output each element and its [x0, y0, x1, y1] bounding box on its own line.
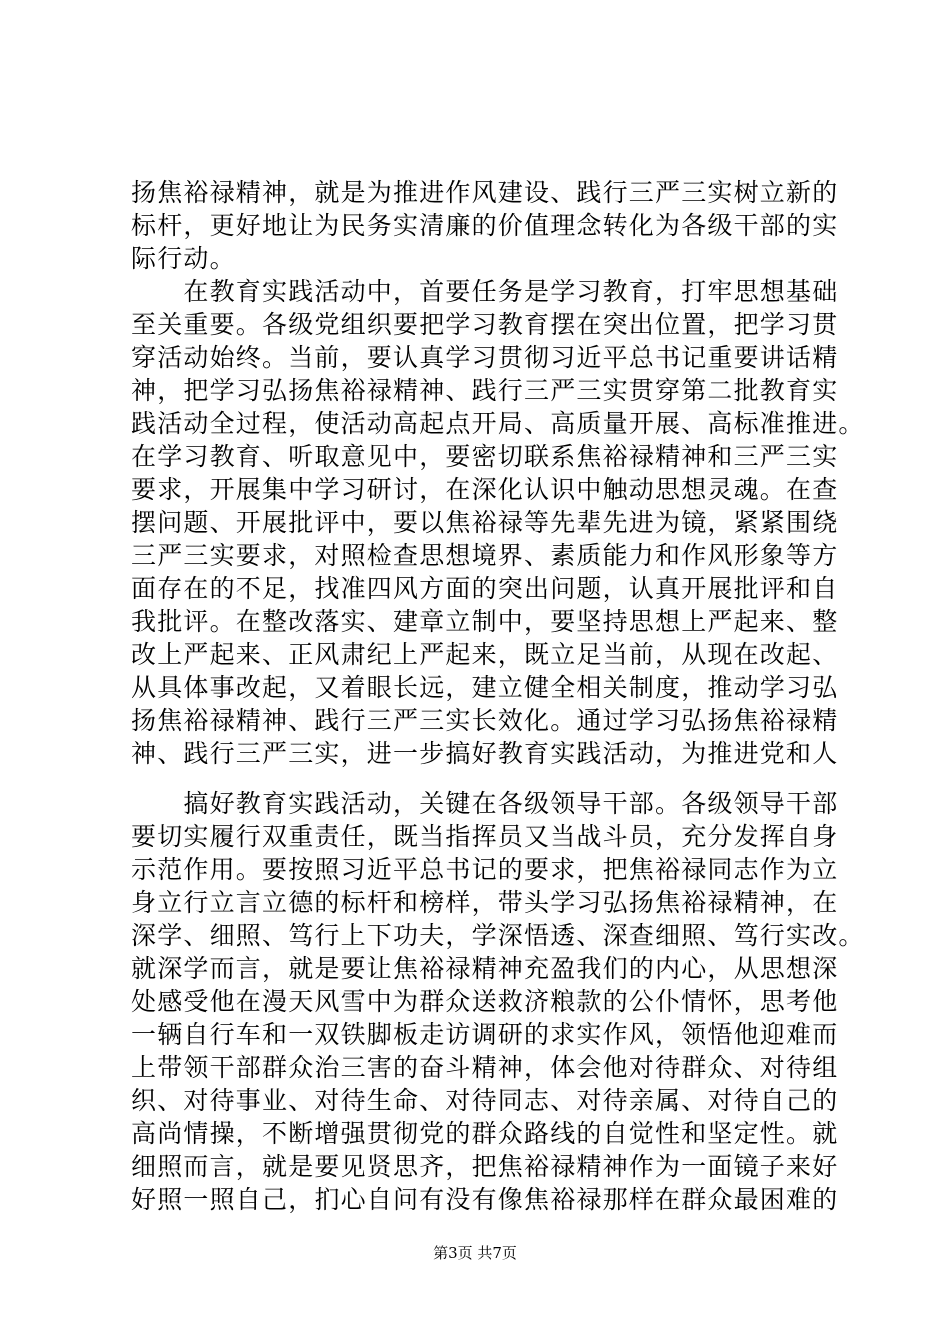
paragraph-3-line: 就深学而言，就是要让焦裕禄精神充盈我们的内心，从思想深 [131, 954, 839, 983]
paragraph-2-line: 在学习教育、听取意见中，要密切联系焦裕禄精神和三严三实 [131, 442, 839, 471]
paragraph-1-line: 标杆，更好地让为民务实清廉的价值理念转化为各级干部的实 [131, 211, 839, 240]
paragraph-1-line: 际行动。 [131, 244, 236, 273]
paragraph-2-line: 扬焦裕禄精神、践行三严三实长效化。通过学习弘扬焦裕禄精 [131, 706, 839, 735]
paragraph-3-line: 身立行立言立德的标杆和榜样，带头学习弘扬焦裕禄精神，在 [131, 888, 839, 917]
paragraph-2-line: 从具体事改起，又着眼长远，建立健全相关制度，推动学习弘 [131, 673, 839, 702]
paragraph-1-line: 扬焦裕禄精神，就是为推进作风建设、践行三严三实树立新的 [131, 178, 839, 207]
paragraph-2-line: 在教育实践活动中，首要任务是学习教育，打牢思想基础 [131, 277, 839, 306]
paragraph-2-line: 践活动全过程，使活动高起点开局、高质量开展、高标准推进。 [131, 409, 865, 438]
paragraph-2-line: 改上严起来、正风肃纪上严起来，既立足当前，从现在改起、 [131, 640, 839, 669]
paragraph-3-line: 搞好教育实践活动，关键在各级领导干部。各级领导干部 [131, 789, 839, 818]
paragraph-3-line: 细照而言，就是要见贤思齐，把焦裕禄精神作为一面镜子来好 [131, 1152, 839, 1181]
paragraph-3-line: 一辆自行车和一双铁脚板走访调研的求实作风，领悟他迎难而 [131, 1020, 839, 1049]
paragraph-3-line: 高尚情操，不断增强贯彻党的群众路线的自觉性和坚定性。就 [131, 1119, 839, 1148]
paragraph-3-line: 好照一照自己，扪心自问有没有像焦裕禄那样在群众最困难的 [131, 1185, 839, 1214]
paragraph-2-line: 神、践行三严三实，进一步搞好教育实践活动，为推进党和人 [131, 739, 839, 768]
paragraph-2-line: 我批评。在整改落实、建章立制中，要坚持思想上严起来、整 [131, 607, 839, 636]
paragraph-2-line: 穿活动始终。当前，要认真学习贯彻习近平总书记重要讲话精 [131, 343, 839, 372]
paragraph-3-line: 上带领干部群众治三害的奋斗精神，体会他对待群众、对待组 [131, 1053, 839, 1082]
paragraph-2-line: 面存在的不足，找准四风方面的突出问题，认真开展批评和自 [131, 574, 839, 603]
paragraph-3-line: 要切实履行双重责任，既当指挥员又当战斗员，充分发挥自身 [131, 822, 839, 851]
paragraph-2-line: 至关重要。各级党组织要把学习教育摆在突出位置，把学习贯 [131, 310, 839, 339]
paragraph-3-line: 织、对待事业、对待生命、对待同志、对待亲属、对待自己的 [131, 1086, 839, 1115]
paragraph-3-line: 处感受他在漫天风雪中为群众送救济粮款的公仆情怀，思考他 [131, 987, 839, 1016]
paragraph-2-line: 神，把学习弘扬焦裕禄精神、践行三严三实贯穿第二批教育实 [131, 376, 839, 405]
paragraph-2-line: 摆问题、开展批评中，要以焦裕禄等先辈先进为镜，紧紧围绕 [131, 508, 839, 537]
paragraph-3-line: 示范作用。要按照习近平总书记的要求，把焦裕禄同志作为立 [131, 855, 839, 884]
paragraph-2-line: 要求，开展集中学习研讨，在深化认识中触动思想灵魂。在查 [131, 475, 839, 504]
page-number-footer: 第3页 共7页 [433, 1244, 517, 1262]
paragraph-3-line: 深学、细照、笃行上下功夫，学深悟透、深查细照、笃行实改。 [131, 921, 865, 950]
paragraph-2-line: 三严三实要求，对照检查思想境界、素质能力和作风形象等方 [131, 541, 839, 570]
